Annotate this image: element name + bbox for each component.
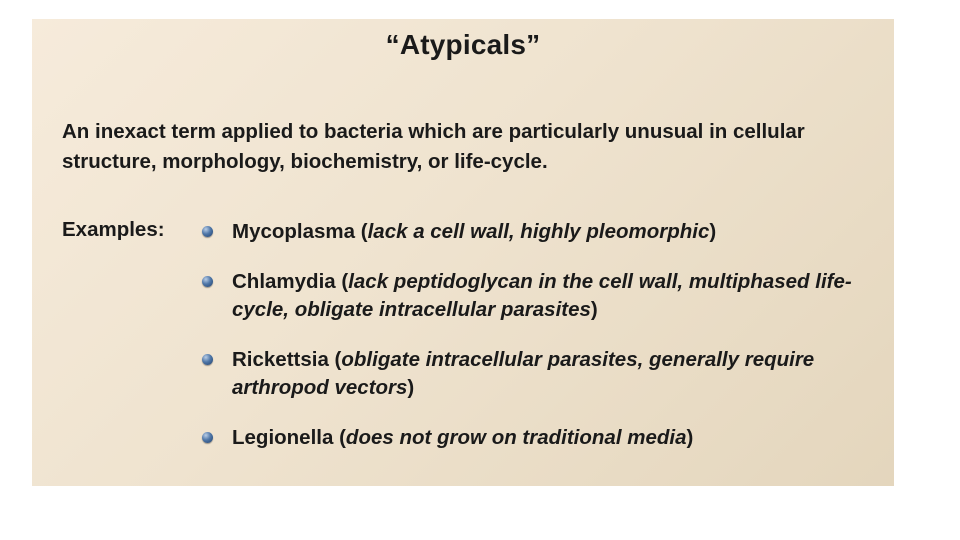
bullet-icon: [202, 354, 213, 365]
paren-close: ): [590, 298, 598, 321]
bullet-icon: [202, 432, 213, 443]
example-name: Chlamydia: [232, 270, 336, 293]
example-description: obligate intracellular parasites, generally require arthropod vectors: [232, 348, 815, 399]
slide: [32, 19, 894, 486]
example-description: lack peptidoglycan in the cell wall, multiphased life-cycle, obligate intracellular parasites: [232, 270, 852, 321]
list-item: [202, 424, 862, 452]
bullet-icon: [202, 226, 213, 237]
example-description: does not grow on traditional media: [345, 426, 687, 449]
paren-open: (: [335, 270, 349, 293]
paren-close: ): [686, 426, 694, 449]
list-item: [202, 268, 862, 324]
bullet-icon: [202, 276, 213, 287]
paren-open: (: [355, 220, 368, 243]
paren-close: ): [407, 376, 415, 399]
example-name: Rickettsia: [232, 348, 329, 371]
slide-title: “Atypicals”: [385, 29, 541, 60]
examples-list: [202, 218, 862, 474]
example-name: Legionella: [232, 426, 334, 449]
intro-text: An inexact term applied to bacteria which are particularly unusual in cellular structure, morphology, biochemistry, or life-cycle.: [62, 120, 805, 173]
examples-label: Examples:: [62, 218, 165, 241]
paren-close: ): [709, 220, 717, 243]
paren-open: (: [328, 348, 342, 371]
list-item: [202, 218, 862, 246]
example-description: lack a cell wall, highly pleomorphic: [367, 220, 710, 243]
list-item: [202, 346, 862, 402]
paren-open: (: [333, 426, 346, 449]
example-name: Mycoplasma: [232, 220, 356, 243]
